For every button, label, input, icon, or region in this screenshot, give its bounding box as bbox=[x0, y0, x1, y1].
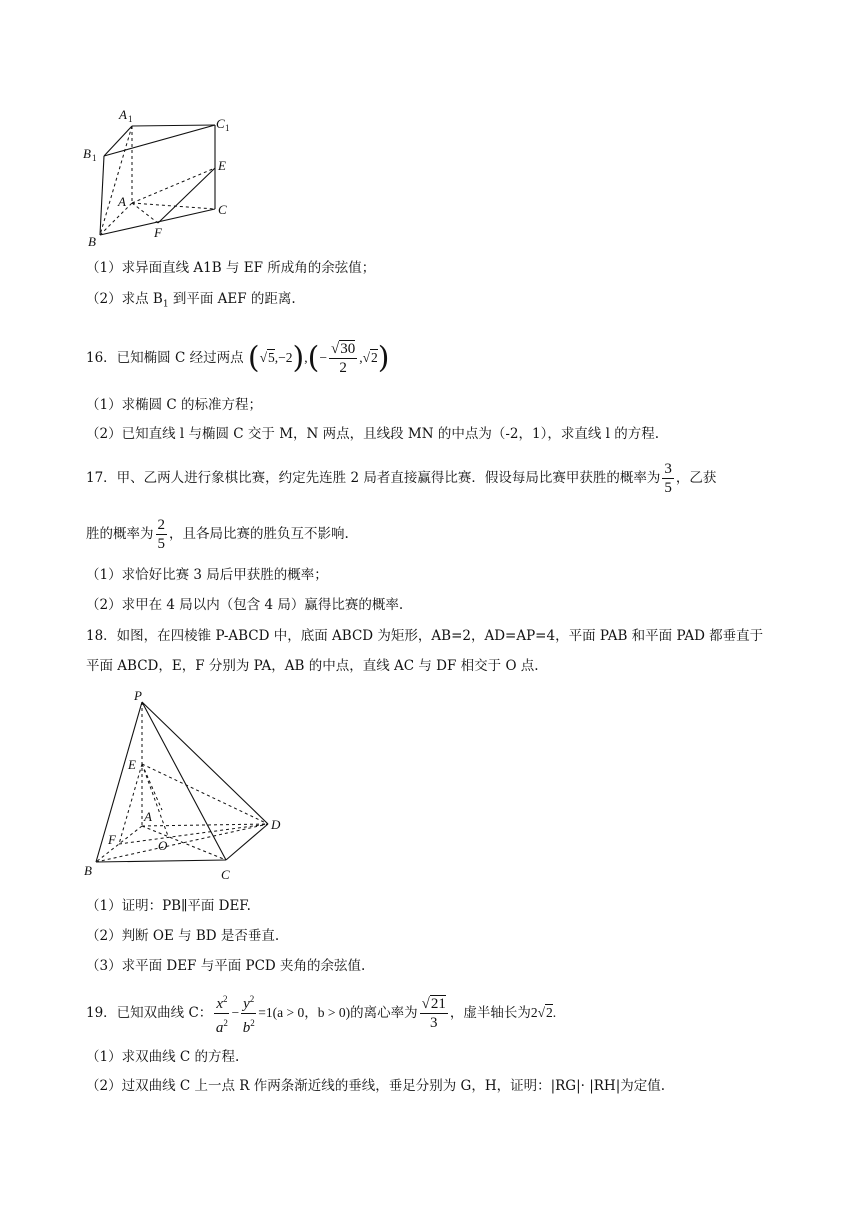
label-D: D bbox=[271, 817, 281, 832]
label-P: P bbox=[134, 688, 142, 703]
q18-stem-line1: 18．如图，在四棱锥 P-ABCD 中，底面 ABCD 为矩形，AB=2，AD=AP=4，平面 PAB 和平面 PAD 都垂直于 bbox=[86, 628, 764, 644]
label-B2: B bbox=[84, 863, 92, 878]
label-A: A bbox=[118, 194, 126, 209]
label-E2: E bbox=[128, 757, 136, 772]
label-F: F bbox=[154, 225, 162, 240]
q15-part1: （1）求异面直线 A1B 与 EF 所成角的余弦值； bbox=[86, 260, 376, 276]
label-B1: B bbox=[83, 146, 91, 161]
q16-part2: （2）已知直线 l 与椭圆 C 交于 M，N 两点，且线段 MN 的中点为（-2，1），求直线 l 的方程. bbox=[86, 426, 660, 442]
q18-part2: （2）判断 OE 与 BD 是否垂直. bbox=[86, 928, 280, 944]
svg-text:1: 1 bbox=[128, 114, 133, 124]
label-B: B bbox=[88, 234, 96, 249]
pyramid-figure bbox=[80, 686, 300, 886]
label-E: E bbox=[218, 158, 226, 173]
q17-stem-line1: 17．甲、乙两人进行象棋比赛，约定先连胜 2 局者直接赢得比赛．假设每局比赛甲获胜的概率为 $\frac{3}{5}$ ，乙获 bbox=[86, 461, 717, 496]
q18-part3: （3）求平面 DEF 与平面 PCD 夹角的余弦值. bbox=[86, 958, 366, 974]
label-A2: A bbox=[144, 809, 152, 824]
svg-text:1: 1 bbox=[92, 153, 97, 163]
label-C2: C bbox=[221, 867, 230, 882]
label-C1: C bbox=[216, 116, 225, 131]
label-F2: F bbox=[108, 832, 116, 847]
q15-part2: （2）求点 $B_1$ 到平面 AEF 的距离. bbox=[86, 291, 296, 310]
q16-part1: （1）求椭圆 C 的标准方程； bbox=[86, 397, 263, 413]
q18-part1: （1）证明：PB∥平面 DEF. bbox=[86, 898, 251, 914]
q17-part2: （2）求甲在 4 局以内（包含 4 局）赢得比赛的概率. bbox=[86, 597, 404, 613]
label-A1: A bbox=[119, 107, 127, 122]
q19-part1: （1）求双曲线 C 的方程. bbox=[86, 1049, 240, 1065]
q17-part1: （1）求恰好比赛 3 局后甲获胜的概率； bbox=[86, 567, 328, 583]
label-O: O bbox=[158, 838, 168, 853]
svg-text:1: 1 bbox=[225, 123, 230, 133]
q18-stem-line2: 平面 ABCD，E，F 分别为 PA，AB 的中点，直线 AC 与 DF 相交于 O 点. bbox=[86, 658, 539, 674]
q19-part2: （2）过双曲线 C 上一点 R 作两条渐近线的垂线，垂足分别为 G，H，证明：|RG|· |RH|为定值. bbox=[86, 1078, 666, 1094]
prism-figure bbox=[80, 100, 250, 250]
label-C: C bbox=[218, 202, 227, 217]
q16-stem: 16．已知椭圆 C 经过两点 (√5,−2),(− $\frac{√30}{2}$ ,√2) bbox=[86, 340, 390, 376]
q19-stem: 19．已知双曲线 C： $\frac{x^2}{a^2}$ − $\frac{y^2}{b^2}$ =1(a > 0，b > 0)的离心率为 $\frac{√21}{3}$ ，虚半轴长为2√2. bbox=[86, 990, 556, 1034]
q17-stem-line2: 胜的概率为 $\frac{2}{5}$ ，且各局比赛的胜负互不影响. bbox=[86, 517, 349, 552]
